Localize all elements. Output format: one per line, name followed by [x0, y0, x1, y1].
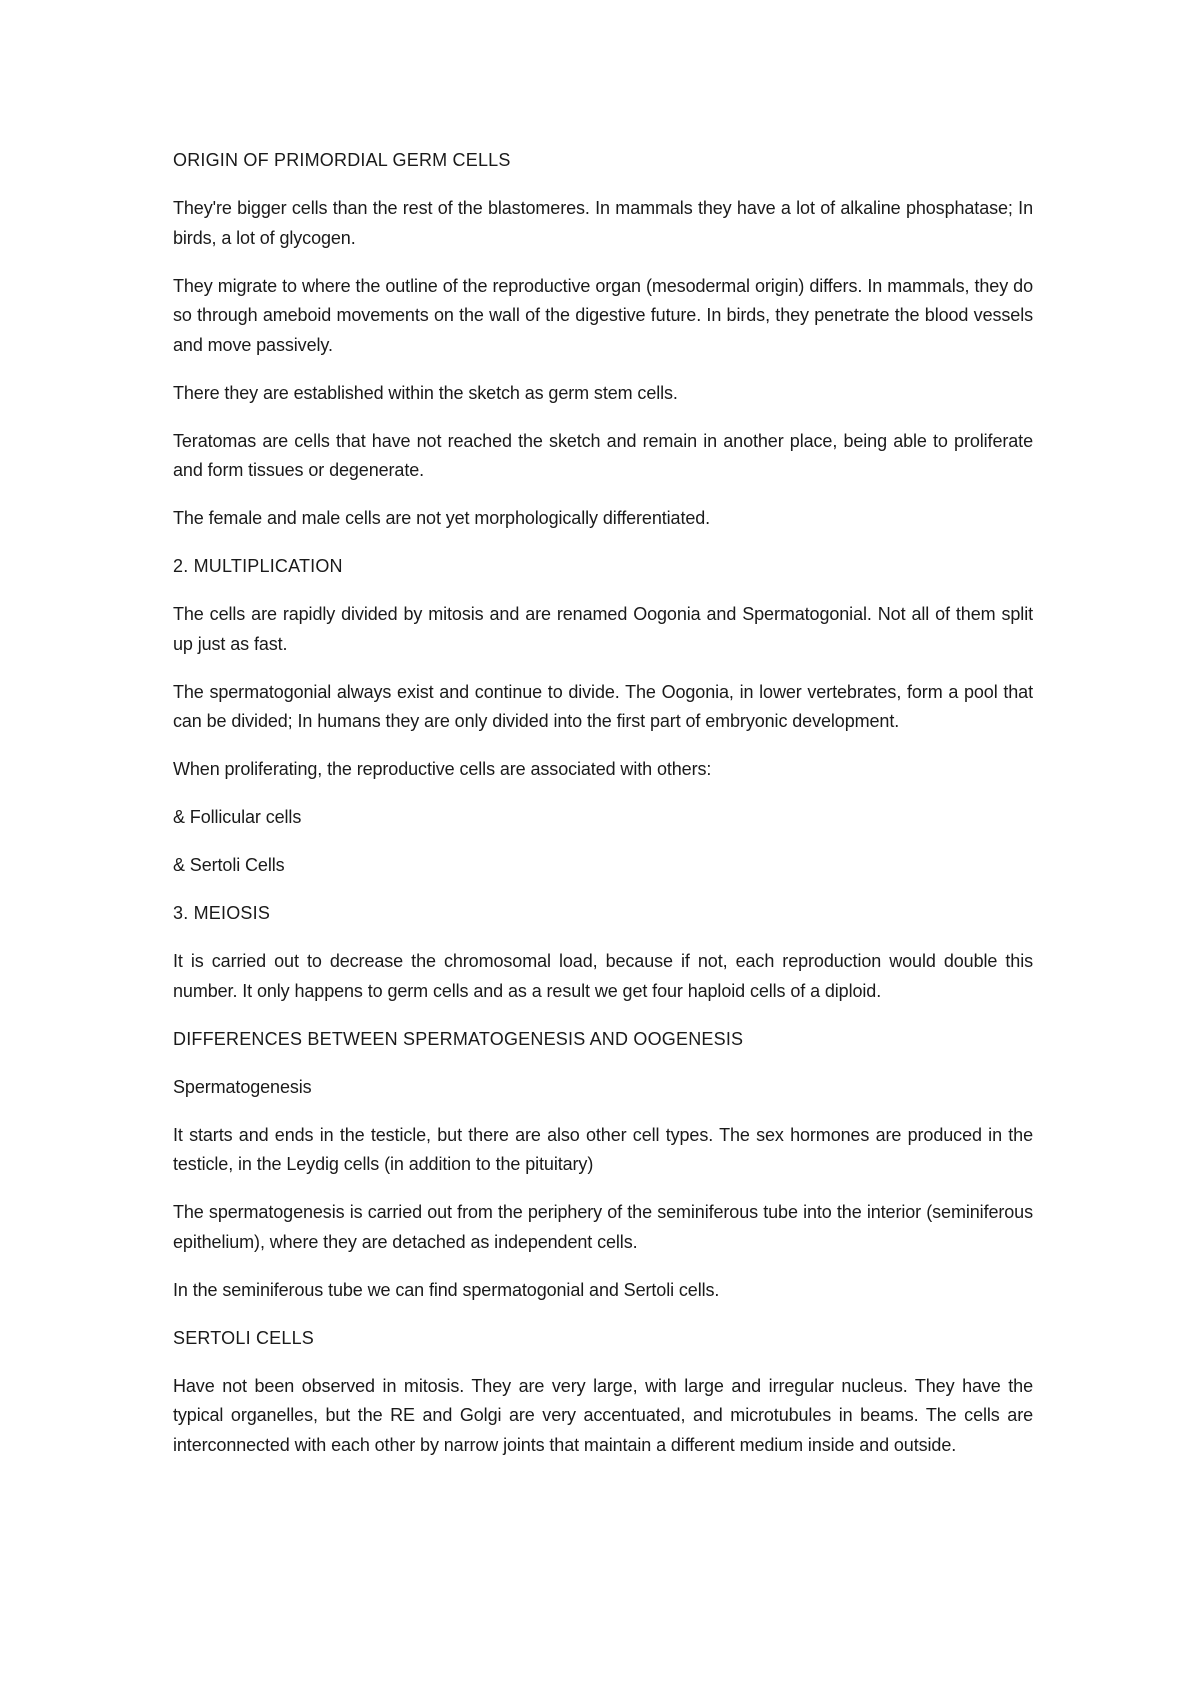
section-heading: DIFFERENCES BETWEEN SPERMATOGENESIS AND OOGENESIS — [173, 1028, 744, 1049]
paragraph: Have not been observed in mitosis. They are very large, with large and irregular nucleus. They have the typical organelles, but the RE and Golgi are very accentuated, and microtubules in beams. The cells are interconnected with each other by narrow joints that maintain a different medium inside and outside. — [173, 1375, 1033, 1455]
paragraph: When proliferating, the reproductive cells are associated with others: — [173, 759, 712, 779]
paragraph: They migrate to where the outline of the reproductive organ (mesodermal origin) differs. In mammals, they do so through ameboid movements on the wall of the digestive future. In birds, they penetrate the blood vessels and move passively. — [173, 275, 1033, 355]
paragraph: It is carried out to decrease the chromosomal load, because if not, each reproduction would double this number. It only happens to germ cells and as a result we get four haploid cells of a diploid. — [173, 951, 1033, 1001]
paragraph: Teratomas are cells that have not reached the sketch and remain in another place, being able to proliferate and form tissues or degenerate. — [173, 430, 1033, 480]
paragraph: The cells are rapidly divided by mitosis and are renamed Oogonia and Spermatogonial. Not all of them split up just as fast. — [173, 604, 1033, 654]
document-body — [173, 146, 1033, 1479]
section-heading: 2. MULTIPLICATION — [173, 556, 343, 576]
paragraph: They're bigger cells than the rest of the blastomeres. In mammals they have a lot of alkaline phosphatase; In birds, a lot of glycogen. — [173, 198, 1033, 248]
paragraph: The female and male cells are not yet morphologically differentiated. — [173, 508, 711, 528]
paragraph: In the seminiferous tube we can find spermatogonial and Sertoli cells. — [173, 1279, 720, 1300]
paragraph: The spermatogenesis is carried out from the periphery of the seminiferous tube into the interior (seminiferous epithelium), where they are detached as independent cells. — [173, 1202, 1033, 1252]
section-heading: SERTOLI CELLS — [173, 1327, 315, 1348]
paragraph: The spermatogonial always exist and continue to divide. The Oogonia, in lower vertebrates, form a pool that can be divided; In humans they are only divided into the first part of embryonic development. — [173, 681, 1033, 731]
list-item: & Sertoli Cells — [173, 855, 285, 875]
list-item: & Follicular cells — [173, 807, 302, 827]
paragraph: It starts and ends in the testicle, but there are also other cell types. The sex hormones are produced in the testicle, in the Leydig cells (in addition to the pituitary) — [173, 1124, 1033, 1174]
paragraph: There they are established within the sketch as germ stem cells. — [173, 382, 678, 403]
subheading: Spermatogenesis — [173, 1076, 312, 1097]
section-heading: ORIGIN OF PRIMORDIAL GERM CELLS — [173, 150, 511, 170]
section-heading: 3. MEIOSIS — [173, 903, 271, 923]
